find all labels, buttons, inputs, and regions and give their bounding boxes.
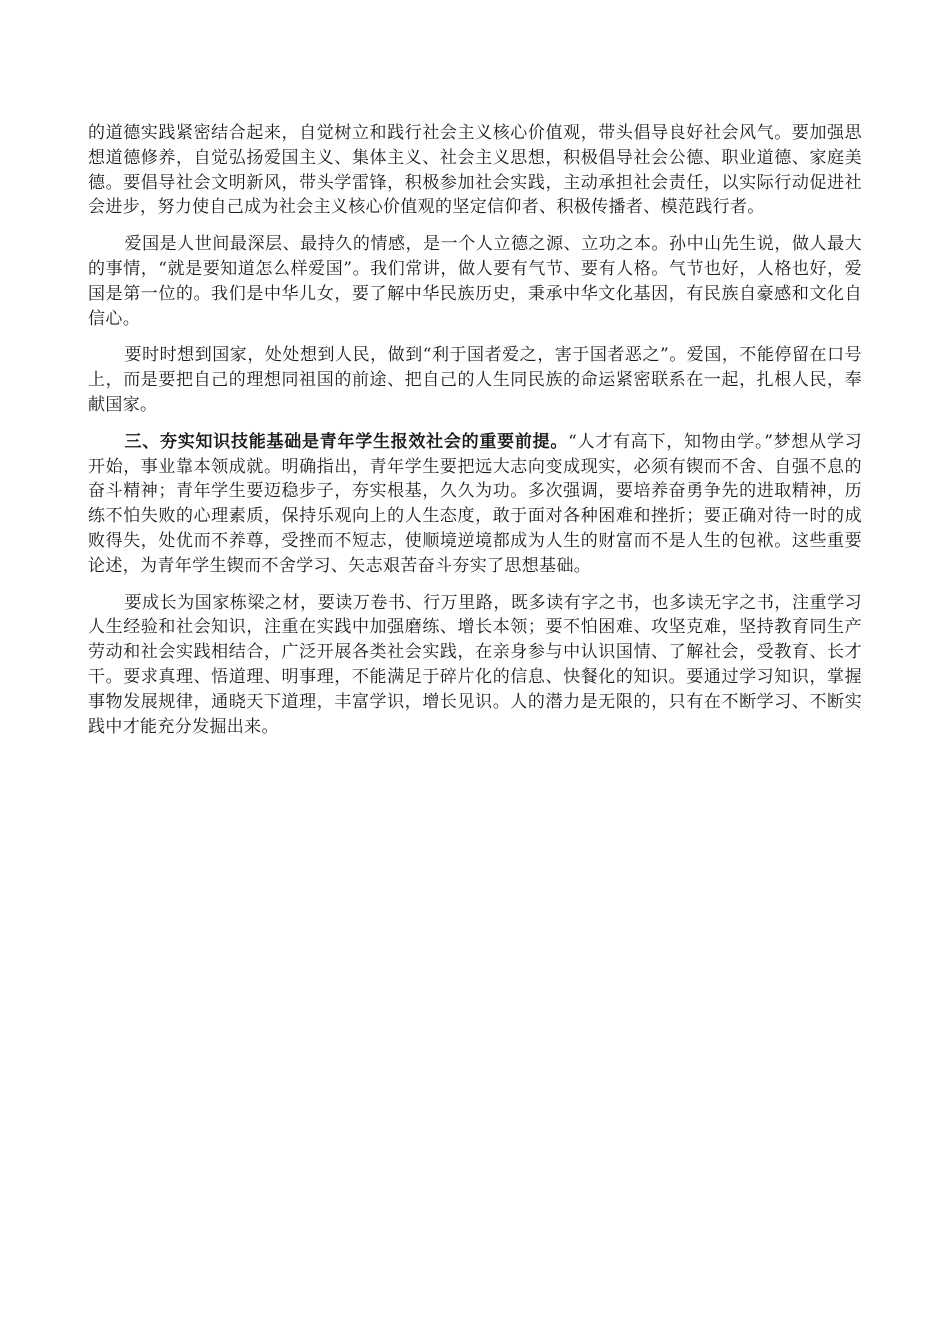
paragraph-5 [88,591,862,740]
paragraph-4-text: “人才有高下，知物由学。”梦想从学习开始，事业靠本领成就。明确指出，青年学生要把远大志向变成现实，必须有锲而不舍、自强不息的奋斗精神；青年学生要迈稳步子，夯实根基，久久为功。多次强调，要培养奋勇争先的进取精神，历练不怕失败的心理素质，保持乐观向上的人生态度，敢于面对各种困难和挫折；要正确对待一时的成败得失，处优而不养尊，受挫而不短志，使顺境逆境都成为人生的财富而不是人生的包袱。这些重要论述，为青年学生锲而不舍学习、矢志艰苦奋斗夯实了思想基础。 [88,431,863,576]
paragraph-1 [88,121,862,220]
paragraph-2 [88,232,862,331]
paragraph-2-text: 爱国是人世间最深层、最持久的情感，是一个人立德之源、立功之本。孙中山先生说，做人最大的事情，“就是要知道怎么样爱国”。我们常讲，做人要有气节、要有人格。气节也好，人格也好，爱国是第一位的。我们是中华儿女，要了解中华民族历史，秉承中华文化基因，有民族自豪感和文化自信心。 [88,234,862,329]
paragraph-4 [88,430,862,579]
document-page [88,121,862,751]
paragraph-5-text: 要成长为国家栋梁之材，要读万卷书、行万里路，既多读有字之书，也多读无字之书，注重学习人生经验和社会知识，注重在实践中加强磨练、增长本领；要不怕困难、攻坚克难，坚持教育同生产劳动和社会实践相结合，广泛开展各类社会实践，在亲身参与中认识国情、了解社会，受教育、长才干。要求真理、悟道理、明事理，不能满足于碎片化的信息、快餐化的知识。要通过学习知识，掌握事物发展规律，通晓天下道理，丰富学识，增长见识。人的潜力是无限的，只有在不断学习、不断实践中才能充分发掘出来。 [88,592,862,737]
paragraph-3-text: 要时时想到国家，处处想到人民，做到“利于国者爱之，害于国者恶之”。爱国，不能停留在口号上，而是要把自己的理想同祖国的前途、把自己的人生同民族的命运紧密联系在一起，扎根人民，奉献国家。 [88,345,862,415]
paragraph-3 [88,343,862,417]
section-heading: 三、夯实知识技能基础是青年学生报效社会的重要前提。 [124,431,569,452]
paragraph-1-text: 的道德实践紧密结合起来，自觉树立和践行社会主义核心价值观，带头倡导良好社会风气。要加强思想道德修养，自觉弘扬爱国主义、集体主义、社会主义思想，积极倡导社会公德、职业道德、家庭美德。要倡导社会文明新风，带头学雷锋，积极参加社会实践，主动承担社会责任，以实际行动促进社会进步，努力使自己成为社会主义核心价值观的坚定信仰者、积极传播者、模范践行者。 [88,123,862,218]
